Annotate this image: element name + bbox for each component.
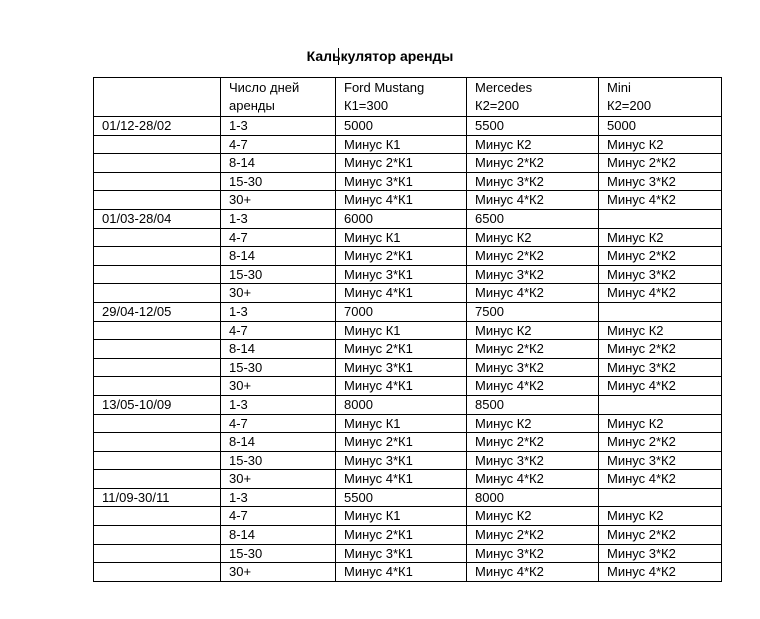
cell-car3[interactable]: Минус 2*К2 [599,154,722,173]
cell-period[interactable] [94,414,221,433]
header-cell-days[interactable] [221,78,336,117]
cell-days[interactable]: 4-7 [221,228,336,247]
cell-car1[interactable]: Минус 3*К1 [336,544,467,563]
cell-car3[interactable]: Минус 2*К2 [599,247,722,266]
cell-car2[interactable]: Минус 4*К2 [467,284,599,303]
table-row [94,265,722,284]
header-car3-name: Mini [607,80,631,95]
cell-car1[interactable]: 6000 [336,209,467,228]
cell-car3[interactable]: Минус К2 [599,414,722,433]
table-row [94,302,722,321]
cell-car2[interactable]: Минус 3*К2 [467,265,599,284]
header-days-line2: аренды [229,98,275,113]
cell-car1[interactable]: Минус 4*К1 [336,377,467,396]
cell-car2[interactable]: Минус К2 [467,414,599,433]
cell-car3[interactable] [599,395,722,414]
table-row [94,117,722,136]
document-title[interactable]: Калькулятор аренды [306,48,454,64]
cell-period[interactable] [94,247,221,266]
table-row [94,488,722,507]
rental-table [93,77,722,582]
cell-car1[interactable]: 7000 [336,302,467,321]
cell-days[interactable]: 30+ [221,284,336,303]
cell-car2[interactable]: Минус 2*К2 [467,433,599,452]
cell-car1[interactable]: Минус 4*К1 [336,563,467,582]
cell-period[interactable] [94,340,221,359]
cell-period[interactable]: 01/12-28/02 [94,117,221,136]
cell-car1[interactable]: Минус К1 [336,507,467,526]
cell-period[interactable] [94,172,221,191]
cell-car2[interactable]: Минус 3*К2 [467,544,599,563]
cell-car3[interactable]: Минус 3*К2 [599,451,722,470]
cell-car1[interactable]: Минус 4*К1 [336,284,467,303]
cell-car2[interactable]: Минус К2 [467,507,599,526]
cell-period[interactable] [94,377,221,396]
table-row [94,526,722,545]
cell-period[interactable] [94,526,221,545]
rental-table-body [94,78,722,582]
cell-days[interactable]: 1-3 [221,488,336,507]
table-row [94,414,722,433]
cell-days[interactable]: 15-30 [221,358,336,377]
cell-days[interactable]: 15-30 [221,172,336,191]
cell-days[interactable]: 4-7 [221,135,336,154]
cell-car1[interactable]: Минус 4*К1 [336,470,467,489]
cell-car2[interactable]: Минус 2*К2 [467,247,599,266]
cell-days[interactable]: 8-14 [221,433,336,452]
cell-period[interactable] [94,433,221,452]
cell-car1[interactable]: Минус К1 [336,135,467,154]
cell-days[interactable]: 8-14 [221,526,336,545]
table-row [94,563,722,582]
cell-days[interactable]: 15-30 [221,544,336,563]
table-row [94,507,722,526]
cell-period[interactable] [94,358,221,377]
table-row [94,395,722,414]
cell-car1[interactable]: 8000 [336,395,467,414]
cell-period[interactable]: 29/04-12/05 [94,302,221,321]
cell-days[interactable]: 8-14 [221,247,336,266]
cell-days[interactable]: 8-14 [221,340,336,359]
cell-period[interactable] [94,507,221,526]
table-row [94,321,722,340]
cell-car3[interactable]: Минус К2 [599,321,722,340]
table-row [94,544,722,563]
cell-days[interactable]: 4-7 [221,507,336,526]
cell-car2[interactable]: Минус К2 [467,135,599,154]
cell-car1[interactable]: Минус 2*К1 [336,433,467,452]
cell-days[interactable]: 8-14 [221,154,336,173]
cell-car3[interactable]: Минус 3*К2 [599,172,722,191]
cell-car1[interactable]: Минус 3*К1 [336,265,467,284]
cell-car3[interactable]: Минус 2*К2 [599,526,722,545]
cell-car3[interactable]: Минус К2 [599,228,722,247]
cell-days[interactable]: 30+ [221,191,336,210]
cell-car3[interactable]: Минус 3*К2 [599,544,722,563]
cell-car3[interactable] [599,209,722,228]
cell-car3[interactable]: Минус К2 [599,507,722,526]
table-row [94,172,722,191]
cell-period[interactable]: 13/05-10/09 [94,395,221,414]
table-row [94,377,722,396]
table-row [94,135,722,154]
header-cell-car1[interactable] [336,78,467,117]
cell-car1[interactable]: Минус 3*К1 [336,451,467,470]
cell-days[interactable]: 1-3 [221,117,336,136]
cell-car3[interactable]: Минус К2 [599,135,722,154]
cell-car1[interactable]: Минус 2*К1 [336,340,467,359]
table-row [94,340,722,359]
header-cell-period[interactable] [94,78,221,117]
header-days-line1: Число дней [229,80,300,95]
cell-car2[interactable]: Минус 2*К2 [467,154,599,173]
cell-period[interactable] [94,563,221,582]
cell-days[interactable]: 1-3 [221,209,336,228]
table-row [94,154,722,173]
table-row [94,284,722,303]
cell-days[interactable]: 4-7 [221,414,336,433]
table-row [94,433,722,452]
cell-car3[interactable]: Минус 3*К2 [599,265,722,284]
cell-car2[interactable]: Минус 3*К2 [467,172,599,191]
cell-car1[interactable]: Минус К1 [336,414,467,433]
cell-car3[interactable] [599,488,722,507]
cell-car2[interactable]: Минус 4*К2 [467,563,599,582]
cell-period[interactable] [94,191,221,210]
cell-car1[interactable]: Минус 4*К1 [336,191,467,210]
cell-car2[interactable]: Минус 2*К2 [467,340,599,359]
cell-car1[interactable]: Минус 3*К1 [336,358,467,377]
cell-car1[interactable]: Минус К1 [336,321,467,340]
table-header-row [94,78,722,117]
cell-days[interactable]: 15-30 [221,265,336,284]
header-cell-car2[interactable] [467,78,599,117]
cell-car3[interactable]: Минус 4*К2 [599,470,722,489]
cell-car2[interactable]: 8000 [467,488,599,507]
header-cell-car3[interactable] [599,78,722,117]
cell-car2[interactable]: Минус 2*К2 [467,526,599,545]
cell-car2[interactable]: 6500 [467,209,599,228]
cell-car1[interactable]: Минус 2*К1 [336,526,467,545]
table-row [94,247,722,266]
cell-car3[interactable]: Минус 3*К2 [599,358,722,377]
cell-car3[interactable]: Минус 4*К2 [599,563,722,582]
header-car2-name: Mercedes [475,80,533,95]
cell-car2[interactable]: 5500 [467,117,599,136]
cell-period[interactable] [94,470,221,489]
cell-car3[interactable]: Минус 4*К2 [599,377,722,396]
cell-car2[interactable]: 7500 [467,302,599,321]
cell-car1[interactable]: Минус 3*К1 [336,172,467,191]
cell-period[interactable] [94,284,221,303]
cell-car2[interactable]: Минус 3*К2 [467,358,599,377]
cell-car2[interactable]: Минус К2 [467,228,599,247]
cell-car3[interactable]: Минус 4*К2 [599,191,722,210]
cell-car2[interactable]: Минус К2 [467,321,599,340]
cell-days[interactable]: 1-3 [221,302,336,321]
cell-car2[interactable]: Минус 4*К2 [467,470,599,489]
cell-car2[interactable]: Минус 3*К2 [467,451,599,470]
cell-days[interactable]: 1-3 [221,395,336,414]
table-row [94,358,722,377]
cell-car2[interactable]: Минус 4*К2 [467,191,599,210]
cell-period[interactable]: 11/09-30/11 [94,488,221,507]
cell-days[interactable]: 4-7 [221,321,336,340]
header-car1-coef: К1=300 [344,98,389,113]
cell-days[interactable]: 30+ [221,563,336,582]
cell-car1[interactable]: Минус 2*К1 [336,247,467,266]
cell-car3[interactable]: 5000 [599,117,722,136]
table-row [94,209,722,228]
cell-period[interactable] [94,228,221,247]
cell-days[interactable]: 30+ [221,377,336,396]
header-car2-coef: К2=200 [475,98,520,113]
cell-car2[interactable]: 8500 [467,395,599,414]
table-row [94,470,722,489]
cell-car2[interactable]: Минус 4*К2 [467,377,599,396]
cell-days[interactable]: 30+ [221,470,336,489]
table-row [94,191,722,210]
table-row [94,228,722,247]
cell-period[interactable]: 01/03-28/04 [94,209,221,228]
cell-car3[interactable] [599,302,722,321]
cell-car3[interactable]: Минус 2*К2 [599,340,722,359]
cell-car3[interactable]: Минус 4*К2 [599,284,722,303]
cell-period[interactable] [94,544,221,563]
cell-period[interactable] [94,265,221,284]
table-row [94,451,722,470]
cell-car3[interactable]: Минус 2*К2 [599,433,722,452]
cell-period[interactable] [94,321,221,340]
cell-car1[interactable]: 5500 [336,488,467,507]
cell-period[interactable] [94,154,221,173]
header-car1-name: Ford Mustang [344,80,425,95]
cell-period[interactable] [94,135,221,154]
cell-car1[interactable]: 5000 [336,117,467,136]
cell-car1[interactable]: Минус 2*К1 [336,154,467,173]
header-car3-coef: К2=200 [607,98,652,113]
cell-days[interactable]: 15-30 [221,451,336,470]
cell-period[interactable] [94,451,221,470]
cell-car1[interactable]: Минус К1 [336,228,467,247]
